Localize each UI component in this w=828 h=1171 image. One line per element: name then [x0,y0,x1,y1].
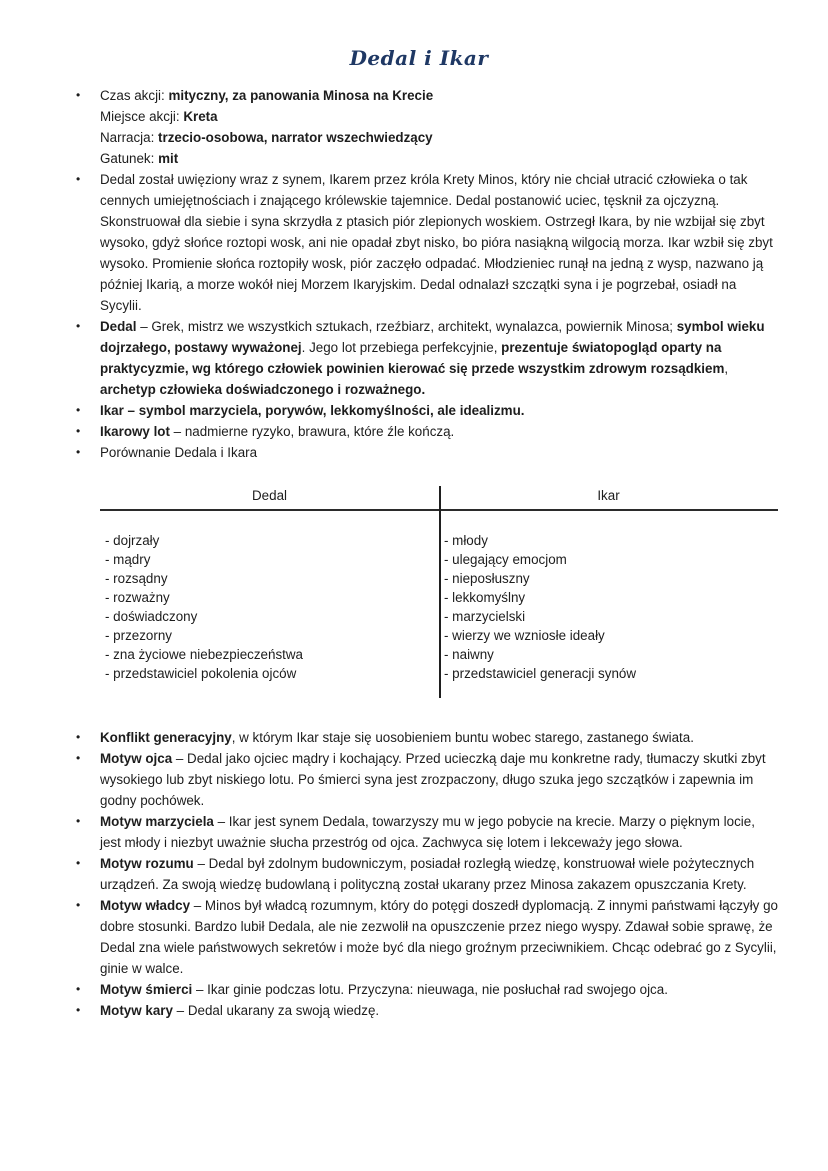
list-item [60,85,778,169]
table-cell-item: - nieposłuszny [444,571,530,586]
table-cell-item: - marzycielski [444,609,526,624]
bullet-line: Motyw ojca – Dedal jako ojciec mądry i kochający. Przed ucieczką daje mu konkretne rady, tłumaczy skutki zbyt wysokiego lub zbyt niskiego lotu. Po śmierci syna jest zrozpaczony, długo szuka jego szczątków i zapewnia im godny pochówek. [100,751,766,808]
list-item [60,811,778,853]
bullet-icon: • [76,88,81,102]
bullet-icon: • [76,730,81,744]
bullet-icon: • [76,445,81,459]
list-item [60,727,778,748]
table-cell-item: - doświadczony [105,609,198,624]
table-cell-item: - rozsądny [105,571,168,586]
table-cell-item: - przezorny [105,628,172,643]
bullet-text [100,442,778,463]
bullet-line: Dedal – Grek, mistrz we wszystkich sztukach, rzeźbiarz, architekt, wynalazca, powiernik Minosa; symbol wieku dojrzałego, postawy wyważonej. Jego lot przebiega perfekcyjnie, prezentuje światopogląd oparty na praktycyzmie, wg którego człowiek powinien kierować się przede wszystkim zdrowym rozsądkiem, archetyp człowieka doświadczonego i rozważnego. [100,319,765,397]
bullet-line: Motyw rozumu – Dedal był zdolnym budowniczym, posiadał rozległą wiedzę, konstruował wiele pożytecznych urządzeń. Za swoją wiedzę budowlaną i polityczną został ukarany przez Minosa zakazem opuszczania Krety. [100,856,755,892]
table-column-divider [439,486,441,698]
table-column-dedal [100,486,439,698]
comparison-table [100,486,778,698]
bullet-text [100,1000,778,1021]
bullet-text [100,727,778,748]
bullet-line: Motyw marzyciela – Ikar jest synem Dedala, towarzyszy mu w jego pobycie na krecie. Marzy o pięknym locie, jest młody i niezbyt uważnie słucha przestróg od ojca. Zachwyca się lotem i lekceważy jego słowa. [100,814,755,850]
bullet-text [100,811,778,853]
bullet-text [100,853,778,895]
table-cell-item: - wierzy we wzniosłe ideały [444,628,605,643]
intro-bullet-list [60,85,778,463]
list-item [60,421,778,442]
list-item [60,979,778,1000]
bullet-text [100,421,778,442]
bullet-line: Porównanie Dedala i Ikara [100,445,258,460]
bullet-line: Gatunek: mit [100,151,179,166]
table-items-ikar [439,509,778,683]
bullet-icon: • [76,982,81,996]
bullet-icon: • [76,319,81,333]
table-header-dedal: Dedal [252,488,287,503]
table-cell-item: - lekkomyślny [444,590,526,605]
bullet-icon: • [76,1003,81,1017]
bullet-text [100,316,778,400]
table-items-dedal [100,509,439,683]
bullet-line: Motyw władcy – Minos był władcą rozumnym, który do potęgi doszedł dyplomacją. Z innymi państwami łączyły go dobre stosunki. Bardzo lubił Dedala, ale nie zezwolił na opuszczenie przez niego wyspy. Zdawał sobie sprawę, że Dedal zna wiele państwowych sekretów i może być dla niego groźnym przeciwnikiem. Chcąc odebrać go z Sycylii, ginie w walce. [100,898,778,976]
list-item [60,1000,778,1021]
list-item [60,442,778,463]
bullet-line: Dedal został uwięziony wraz z synem, Ikarem przez króla Krety Minos, który nie chciał utracić człowieka o tak cennych umiejętnościach i znającego królewskie tajemnice. Dedal postanowić uciec, tęsknił za ojczyzną. Skonstruował dla siebie i syna skrzydła z ptasich piór zlepionych woskiem. Ostrzegł Ikara, by nie wzbijał się zbyt wysoko, gdyż słońce roztopi wosk, ani nie opadał zbyt nisko, bo pióra nasiąkną wilgocią morza. Ikar wzbił się zbyt wysoko. Promienie słońca roztopiły wosk, piór zaczęło odpadać. Młodzieniec runął na jedną z wysp, nazwano ją później Ikarią, a morze wokół niej Morzem Ikaryjskim. Dedal odnalazł szczątki syna i je pogrzebał, osiadł na Sycylii. [100,172,773,313]
bullet-line: Czas akcji: mityczny, za panowania Minosa na Krecie [100,88,434,103]
table-cell-item: - ulegający emocjom [444,552,567,567]
list-item [60,748,778,811]
bullet-line: Ikar – symbol marzyciela, porywów, lekkomyślności, ale idealizmu. [100,403,525,418]
bullet-text [100,400,778,421]
bullet-text [100,979,778,1000]
bullet-line: Konflikt generacyjny, w którym Ikar staje się uosobieniem buntu wobec starego, zastanego świata. [100,730,694,745]
table-cell-item: - rozważny [105,590,170,605]
bullet-line: Motyw śmierci – Ikar ginie podczas lotu. Przyczyna: nieuwaga, nie posłuchał rad swojego ojca. [100,982,668,997]
table-cell-item: - naiwny [444,647,494,662]
bullet-text [100,748,778,811]
motif-bullet-list [60,727,778,1021]
table-column-ikar [439,486,778,698]
bullet-text [100,85,778,169]
bullet-line: Motyw kary – Dedal ukarany za swoją wiedzę. [100,1003,380,1018]
list-item [60,853,778,895]
bullet-line: Narracja: trzecio-osobowa, narrator wszechwiedzący [100,130,433,145]
table-cell-item: - dojrzały [105,533,160,548]
list-item [60,400,778,421]
bullet-line: Miejsce akcji: Kreta [100,109,218,124]
table-cell-item: - młody [444,533,488,548]
bullet-icon: • [76,898,81,912]
table-cell-item: - przedstawiciel generacji synów [444,666,637,681]
bullet-line: Ikarowy lot – nadmierne ryzyko, brawura, które źle kończą. [100,424,455,439]
bullet-text [100,895,778,979]
table-cell-item: - mądry [105,552,151,567]
page-title: Dedal i Ikar [349,46,489,70]
table-cell-item: - zna życiowe niebezpieczeństwa [105,647,303,662]
bullet-icon: • [76,751,81,765]
bullet-icon: • [76,856,81,870]
bullet-icon: • [76,424,81,438]
list-item [60,316,778,400]
table-header-ikar: Ikar [597,488,620,503]
bullet-icon: • [76,172,81,186]
list-item [60,169,778,316]
list-item [60,895,778,979]
table-cell-item: - przedstawiciel pokolenia ojców [105,666,297,681]
bullet-text [100,169,778,316]
bullet-icon: • [76,814,81,828]
bullet-icon: • [76,403,81,417]
